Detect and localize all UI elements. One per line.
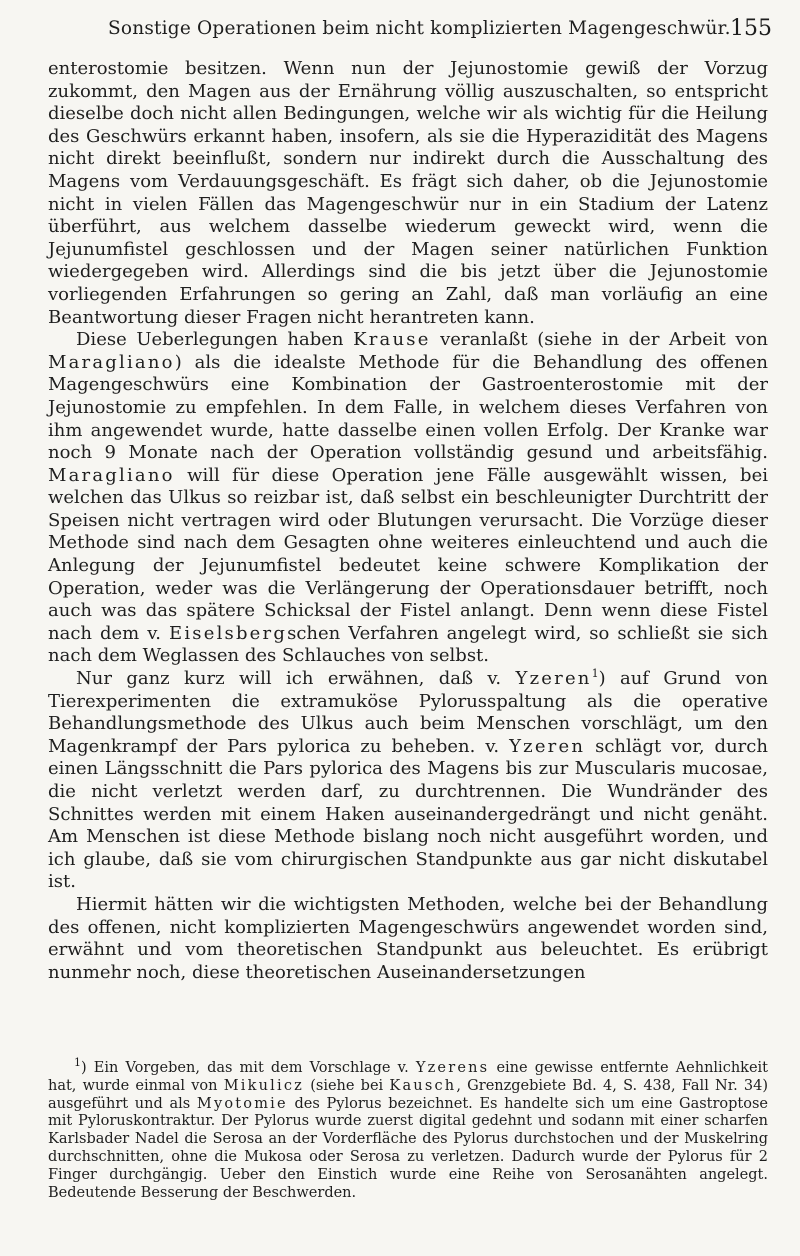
author-name-krause: Krause: [353, 329, 431, 351]
author-name-eiselsberg: Eiselsberg: [168, 622, 288, 644]
footnote: [48, 1056, 769, 1202]
author-name-yzeren: Yzeren: [515, 668, 592, 690]
footnote-text-b: eine gewisse entfernte Aehnlichkeit hat, wurde einmal von: [48, 1060, 768, 1094]
page-number: 155: [730, 16, 772, 41]
footnote-reference[interactable]: 1: [591, 667, 599, 681]
running-head: [48, 14, 788, 44]
paragraph-4: Hiermit hätten wir die wichtigsten Methoden, welche bei der Behandlung des offenen, nicht komplizierten Magengeschwürs angewendet worden sind, erwähnt und vom theoretischen Standpunkt aus beleuchtet. Es erübrigt nunmehr noch, diese theoretischen Auseinandersetzungen: [48, 893, 768, 983]
body-text: [48, 58, 768, 984]
paragraph-3: [48, 668, 768, 894]
paragraph-3-text-c: schlägt vor, durch einen Längsschnitt die Pars pylorica des Magens bis zur Muscularis mucosae, die nicht verletzt werden darf, zu durchtrennen. Die Wundränder des Schnittes werden mit einem Haken auseinandergedrängt und nicht genäht. Am Menschen ist diese Methode bislang noch nicht ausgeführt worden, und ich glaube, daß sie vom chirurgischen Standpunkte aus gar nicht diskutabel ist.: [48, 735, 768, 893]
footnote-name-myotomie: Myotomie: [196, 1095, 288, 1112]
paragraph-2-text-a: Diese Ueberlegungen haben: [76, 329, 344, 351]
paragraph-2-text-d: will für diese Operation jene Fälle ausgewählt wissen, bei welchen das Ulkus so reizbar ist, daß selbst ein beschleunigter Durchtritt der Speisen nicht vertragen wird oder Blutungen verursacht. Die Vorzüge dieser Methode sind nach dem Gesagten ohne weiteres einleuchtend und auch die Anlegung der Jejunumfistel bedeutet keine schwere Komplikation der Operation, weder was die Verlängerung der Operationsdauer betrifft, noch auch was das spätere Schicksal der Fistel anlangt. Denn wenn diese Fistel nach dem v.: [48, 464, 768, 644]
author-name-yzeren-2: Yzeren: [509, 735, 586, 757]
paragraph-2-text-b: veranlaßt (siehe in der Arbeit von: [440, 329, 768, 351]
author-name-maragliano-2: Maragliano: [48, 464, 175, 486]
footnote-name-yzerens: Yzerens: [415, 1060, 490, 1076]
footnote-text-d: , Grenzgebiete Bd. 4, S. 438, Fall Nr. 34) ausgeführt und als: [48, 1077, 769, 1112]
paragraph-3-text-a: Nur ganz kurz will ich erwähnen, daß v.: [76, 668, 502, 690]
running-title: Sonstige Operationen beim nicht komplizierten Magengeschwür.: [108, 18, 731, 39]
footnote-name-kausch: Kausch: [389, 1077, 457, 1094]
footnote-name-mikulicz: Mikulicz: [223, 1077, 304, 1094]
paragraph-2-text-c: ) als die idealste Methode für die Behandlung des offenen Magengeschwürs eine Kombination der Gastroenterostomie mit der Jejunostomie zu empfehlen. In dem Falle, in welchem dieses Verfahren von ihm angewendet wurde, hatte dasselbe einen vollen Erfolg. Der Kranke war noch 9 Monate nach der Operation vollständig gesund und arbeitsfähig.: [48, 351, 768, 464]
author-name-maragliano: Maragliano: [48, 351, 175, 373]
paragraph-2-text-e: schen Verfahren angelegt wird, so schließt sie sich nach dem Weglassen des Schlauches von selbst.: [48, 622, 768, 667]
footnote-text-c: (siehe bei: [310, 1077, 384, 1094]
footnote-text: [48, 1056, 769, 1202]
paragraph-2: [48, 329, 768, 668]
footnote-text-a: ) Ein Vorgeben, das mit dem Vorschlage v.: [81, 1060, 409, 1076]
footnote-text-e: des Pylorus bezeichnet. Es handelte sich um eine Gastroptose mit Pyloruskontraktur. Der Pylorus wurde zuerst digital gedehnt und sodann mit einer scharfen Karlsbader Nadel die Serosa an der Vorderfläche des Pylorus durchstochen und der Muskelring durchschnitten, ohne die Mukosa oder Serosa zu verletzen. Dadurch wurde der Pylorus für 2 Finger durchgängig. Ueber den Einstich wurde eine Reihe von Serosanähten angelegt. Bedeutende Besserung der Beschwerden.: [48, 1095, 769, 1201]
paragraph-3-text-b: ) auf Grund von Tierexperimenten die extramuköse Pylorusspaltung als die operative Behandlungsmethode des Ulkus auch beim Menschen vorschlägt, um den Magenkrampf der Pars pylorica zu beheben. v.: [48, 668, 768, 757]
paragraph-1: enterostomie besitzen. Wenn nun der Jejunostomie gewiß der Vorzug zukommt, den Magen aus der Ernährung völlig auszuschalten, so entspricht dieselbe doch nicht allen Bedingungen, welche wir als wichtig für die Heilung des Geschwürs erkannt haben, insofern, als sie die Hyperazidität des Magens nicht direkt beeinflußt, sondern nur indirekt durch die Ausschaltung des Magens vom Verdauungsgeschäft. Es frägt sich daher, ob die Jejunostomie nicht in vielen Fällen das Magengeschwür nur in ein Stadium der Latenz überführt, aus welchem dasselbe wiederum geweckt wird, wenn die Jejunumfistel geschlossen und der Magen seiner natürlichen Funktion wiedergegeben wird. Allerdings sind die bis jetzt über die Jejunostomie vorliegenden Erfahrungen so gering an Zahl, daß man vorläufig an eine Beantwortung dieser Fragen nicht herantreten kann.: [48, 58, 768, 328]
footnote-marker: 1: [74, 1056, 81, 1070]
